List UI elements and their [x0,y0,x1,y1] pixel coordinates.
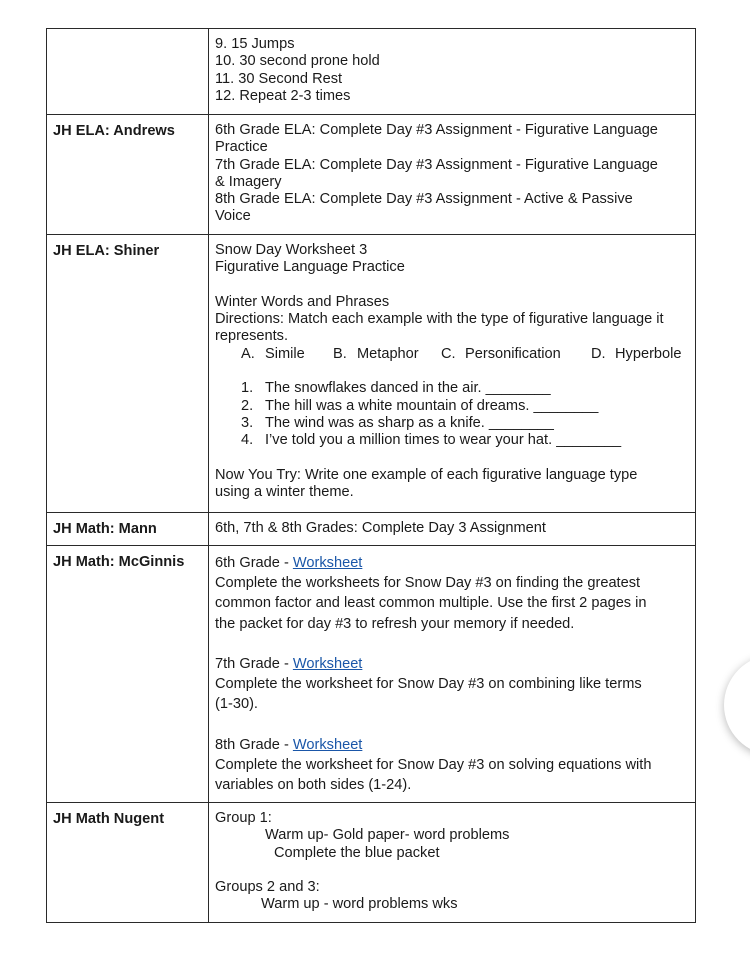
item-text: The hill was a white mountain of dreams. ________ [265,397,599,414]
grade-description: Complete the worksheet for Snow Day #3 on combining like terms [215,676,642,693]
grade-7-heading [215,654,689,674]
grade-6-heading [215,553,689,573]
exercise-line: 11. 30 Second Rest [215,70,343,87]
worksheet-link-8th[interactable]: Worksheet [292,736,363,753]
grade-description: Complete the worksheets for Snow Day #3 on finding the greatest [215,575,641,592]
list-item [241,415,689,432]
assignment-line: Voice [215,208,251,225]
option-letter: D. [591,345,606,362]
section-heading: Winter Words and Phrases [215,293,390,310]
subject-label: JH ELA: Andrews [53,123,175,139]
group-heading: Groups 2 and 3: [215,879,320,896]
option-item [591,346,682,363]
subject-cell [47,546,209,803]
option-item [333,346,441,363]
assignment-cell [209,235,696,513]
subject-label [47,29,208,36]
subject-cell [47,29,209,115]
grade-label: 7th Grade - [215,656,293,672]
item-number: 1. [241,380,254,397]
subject-label: JH ELA: Shiner [53,243,160,259]
list-item [241,432,689,449]
assignment-cell [209,513,696,546]
assignment-table [46,28,696,923]
option-item [241,346,333,363]
option-text: Hyperbole [615,345,682,362]
table-row [47,546,696,803]
exercise-line: 10. 30 second prone hold [215,53,380,70]
try-text: Now You Try: Write one example of each figurative language type [215,466,638,483]
group-task: Warm up- Gold paper- word problems [265,827,510,844]
option-letter: C. [441,345,456,362]
subject-cell [47,803,209,923]
grade-description: the packet for day #3 to refresh your memory if needed. [215,615,575,632]
option-text: Metaphor [357,345,419,362]
worksheet-link-7th[interactable]: Worksheet [292,656,363,672]
directions-text: represents. [215,328,289,345]
list-item [241,398,689,415]
list-item [241,380,689,397]
grade-description: (1-30). [215,696,258,713]
floating-action-button[interactable] [724,655,750,755]
table-row [47,803,696,923]
subject-cell [47,115,209,235]
try-text: using a winter theme. [215,484,354,501]
assignment-line: 6th Grade ELA: Complete Day #3 Assignment - Figurative Language [215,122,658,138]
directions-text: Directions: Match each example with the type of figurative language it [215,311,664,328]
subject-cell [47,235,209,513]
table-row [47,29,696,115]
assignment-cell [209,115,696,235]
assignment-cell [209,803,696,923]
item-text: I’ve told you a million times to wear your hat. ________ [265,432,622,449]
exercise-line: 12. Repeat 2-3 times [215,87,351,104]
assignment-cell [209,546,696,803]
assignment-line: Practice [215,139,268,156]
item-number: 3. [241,414,254,431]
worksheet-subtitle: Figurative Language Practice [215,259,405,276]
option-item [441,346,591,363]
option-text: Personification [465,345,561,362]
subject-label: JH Math Nugent [53,811,165,827]
exercise-line: 9. 15 Jumps [215,36,295,52]
assignment-line: 6th, 7th & 8th Grades: Complete Day 3 Assignment [215,520,546,536]
table-row [47,115,696,235]
question-list [215,380,689,449]
item-number: 4. [241,432,254,449]
item-text: The snowflakes danced in the air. ________ [265,380,551,397]
grade-label: 8th Grade - [215,736,293,753]
item-text: The wind was as sharp as a knife. ________ [265,414,554,431]
grade-description: variables on both sides (1-24). [215,777,412,794]
grade-8-heading [215,735,689,755]
group-task: Complete the blue packet [274,844,440,861]
table-row [47,235,696,513]
answer-options [215,346,689,363]
worksheet-link-6th[interactable]: Worksheet [292,555,363,571]
subject-label: JH Math: McGinnis [53,554,185,570]
grade-description: Complete the worksheet for Snow Day #3 on solving equations with [215,757,652,773]
table-row [47,513,696,546]
assignment-line: & Imagery [215,173,282,190]
option-letter: B. [333,345,347,362]
option-text: Simile [265,345,305,362]
group-task: Warm up - word problems wks [261,896,458,913]
assignment-line: 7th Grade ELA: Complete Day #3 Assignment - Figurative Language [215,156,658,173]
worksheet-title: Snow Day Worksheet 3 [215,242,368,258]
item-number: 2. [241,397,254,414]
group-heading: Group 1: [215,810,272,826]
subject-cell [47,513,209,546]
subject-label: JH Math: Mann [53,521,157,537]
grade-description: common factor and least common multiple. Use the first 2 pages in [215,595,647,612]
grade-label: 6th Grade - [215,555,293,571]
assignment-line: 8th Grade ELA: Complete Day #3 Assignment - Active & Passive [215,191,633,208]
option-letter: A. [241,345,255,362]
assignment-cell [209,29,696,115]
